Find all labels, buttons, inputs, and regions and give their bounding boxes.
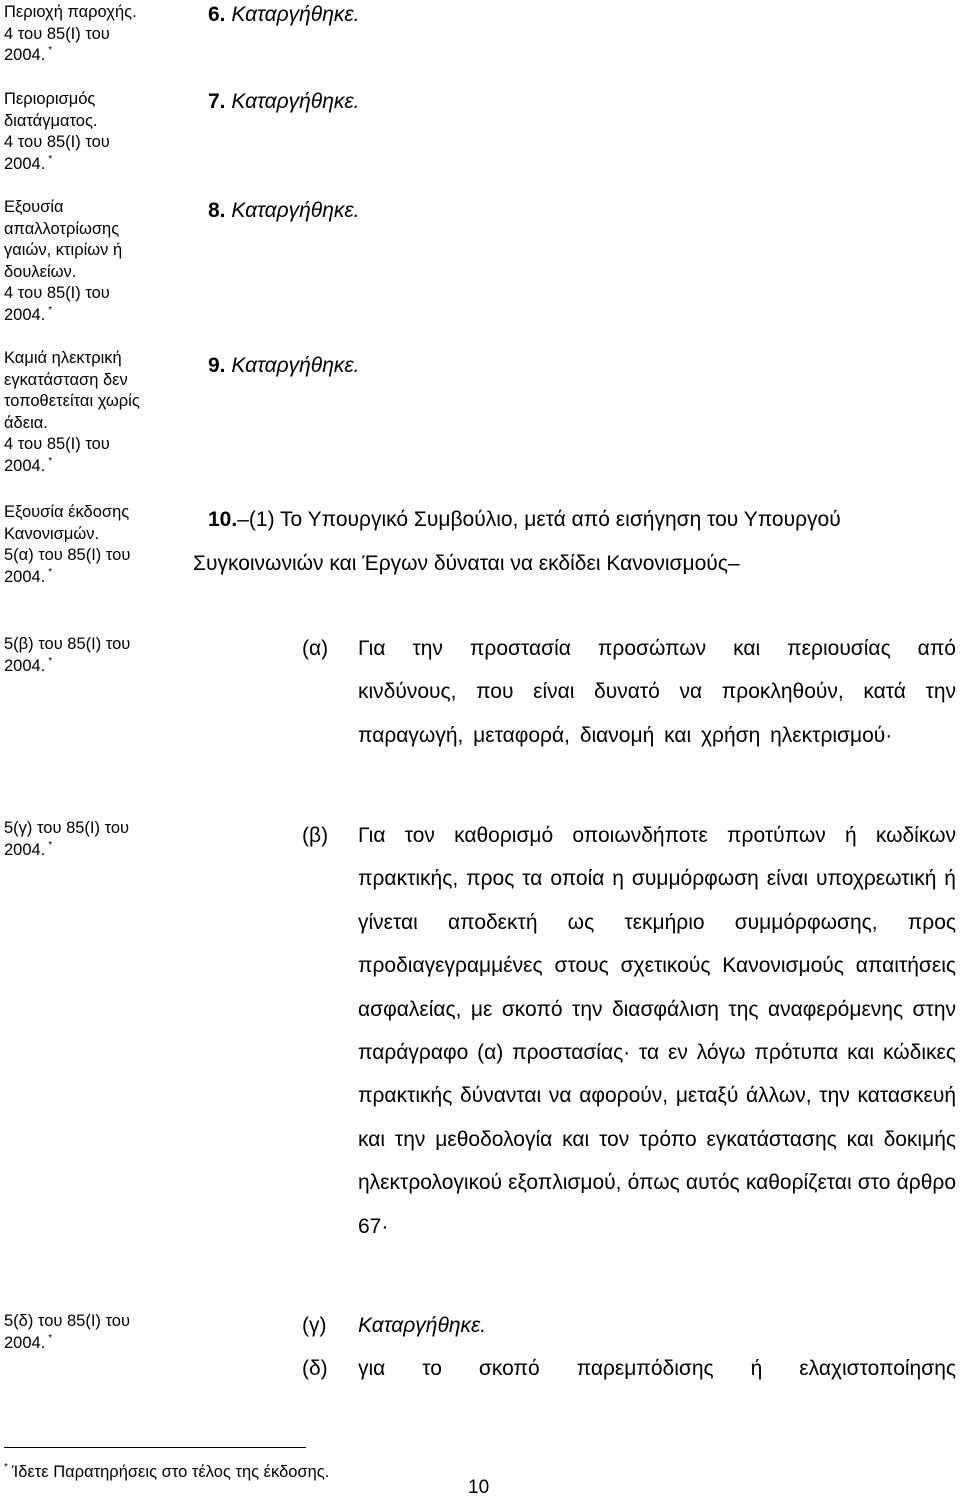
paragraph-label-a: (α) [302, 637, 329, 660]
page-number: 10 [468, 1477, 490, 1498]
margin-note-5b: 5(β) του 85(Ι) του 2004. * [4, 635, 131, 675]
margin-note-5c: 5(γ) του 85(Ι) του 2004. * [4, 819, 130, 859]
footnote-mark: * [4, 1462, 8, 1473]
footnote-divider [4, 1447, 306, 1448]
footnote-mark: * [48, 153, 53, 165]
article-7-repealed: 7. Καταργήθηκε. [208, 90, 360, 113]
margin-note-installation-license: Καμιά ηλεκτρική εγκατάσταση δεν τοποθετείται χωρίς άδεια. 4 του 85(Ι) του 2004. * [4, 349, 140, 475]
margin-note-regulations-power: Εξουσία έκδοσης Κανονισμών. 5(α) του 85(Ι) του 2004. * [4, 503, 131, 586]
paragraph-a-text: Για την προστασία προσώπων και περιουσίας από κινδύνους, που είναι δυνατό να προκληθούν, κατά την παραγωγή, μεταφορά, διανομή και χρήση ηλεκτρισμού· [358, 637, 956, 747]
paragraph-d-text: για το σκοπό παρεμπόδισης ή ελαχιστοποίησης [358, 1357, 956, 1380]
margin-note-expropriation: Εξουσία απαλλοτρίωσης γαιών, κτιρίων ή δουλείων. 4 του 85(Ι) του 2004. * [4, 198, 123, 324]
footnote-mark: * [48, 655, 53, 667]
footnote: * Ίδετε Παρατηρήσεις στο τέλος της έκδοσης. [4, 1462, 330, 1481]
footnote-mark: * [48, 455, 53, 467]
paragraph-label-d: (δ) [302, 1357, 328, 1380]
margin-note-order-restriction: Περιορισμός διατάγματος. 4 του 85(Ι) του 2004. * [4, 90, 110, 173]
article-6-repealed: 6. Καταργήθηκε. [208, 3, 360, 26]
article-9-repealed: 9. Καταργήθηκε. [208, 354, 360, 377]
margin-note-5d: 5(δ) του 85(Ι) του 2004. * [4, 1312, 130, 1352]
footnote-mark: * [48, 1332, 53, 1344]
footnote-mark: * [48, 839, 53, 851]
paragraph-label-b: (β) [302, 824, 329, 847]
paragraph-c-text: Καταργήθηκε. [358, 1314, 487, 1337]
footnote-mark: * [48, 566, 53, 578]
article-10-second-line: Συγκοινωνιών και Έργων δύναται να εκδίδει Κανονισμούς– [193, 552, 740, 575]
article-10-first-line: 10.–(1) Το Υπουργικό Συμβούλιο, μετά από εισήγηση του Υπουργού [208, 508, 841, 531]
article-8-repealed: 8. Καταργήθηκε. [208, 199, 360, 222]
paragraph-label-c: (γ) [302, 1314, 327, 1337]
margin-note-supply-area: Περιοχή παροχής. 4 του 85(Ι) του 2004. * [4, 3, 137, 64]
paragraph-b-text: Για τον καθορισμό οποιωνδήποτε προτύπων ή κωδίκων πρακτικής, προς τα οποία η συμμόρφωση είναι υποχρεωτική ή γίνεται αποδεκτή ως τεκμήριο συμμόρφωσης, προς προδιαγεγραμμένες στους σχετικούς Κανονισμούς απαιτήσεις ασφαλείας, με σκοπό την διασφάλιση της αναφερόμενης στην παράγραφο (α) προστασίας· τα εν λόγω πρότυπα και κώδικες πρακτικής δύνανται να αφορούν, μεταξύ άλλων, την κατασκευή και την μεθοδολογία και τον τρόπο εγκατάστασης και δοκιμής ηλεκτρολογικού εξοπλισμού, όπως αυτός καθορίζεται στο άρθρο 67· [358, 824, 956, 1238]
footnote-mark: * [48, 304, 53, 316]
footnote-mark: * [48, 45, 53, 56]
